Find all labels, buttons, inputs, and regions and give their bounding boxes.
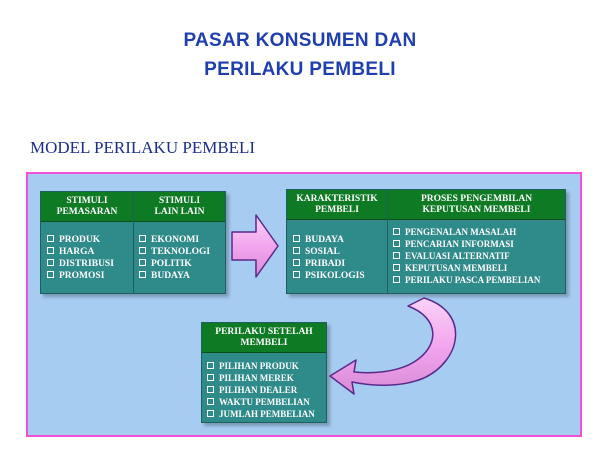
list-item: PENCARIAN INFORMASI [393, 238, 540, 250]
list-item: BUDAYA [293, 234, 365, 246]
list-item: PILIHAN MEREK [207, 372, 315, 384]
list-item: PENGENALAN MASALAH [393, 226, 540, 238]
header-line: PEMBELI [315, 204, 359, 215]
list-item: EKONOMI [139, 234, 210, 246]
right-arrow-icon [232, 215, 278, 277]
header-line: STIMULI [66, 195, 108, 206]
curved-arrow-icon [330, 298, 456, 394]
header-line: KEPUTUSAN MEMBELI [422, 204, 531, 215]
header-line: MEMBELI [240, 337, 288, 348]
list-item: PILIHAN PRODUK [207, 360, 315, 372]
list-item: PERILAKU PASCA PEMBELIAN [393, 274, 540, 286]
list-item: DISTRIBUSI [47, 258, 114, 270]
list-item: TEKNOLOGI [139, 246, 210, 258]
header-line: PROSES PENGEMBILAN [420, 193, 533, 204]
list-item: PRIBADI [293, 258, 365, 270]
list-item: BUDAYA [139, 270, 210, 282]
page-title-line-1: PASAR KONSUMEN DAN [183, 30, 417, 51]
list-item: SOSIAL [293, 246, 365, 258]
list-item: PSIKOLOGIS [293, 270, 365, 282]
section-subtitle: MODEL PERILAKU PEMBELI [30, 138, 256, 157]
header-line: KARAKTERISTIK [296, 193, 378, 204]
page-title-line-2: PERILAKU PEMBELI [204, 59, 396, 80]
list-item: POLITIK [139, 258, 210, 270]
list-item: HARGA [47, 246, 114, 258]
header-line: LAIN LAIN [154, 206, 205, 217]
list-item: JUMLAH PEMBELIAN [207, 408, 315, 420]
list-item: EVALUASI ALTERNATIF [393, 250, 540, 262]
list-item: WAKTU PEMBELIAN [207, 396, 315, 408]
list-item: PROMOSI [47, 270, 114, 282]
list-item: KEPUTUSAN MEMBELI [393, 262, 540, 274]
list-item: PILIHAN DEALER [207, 384, 315, 396]
header-line: STIMULI [158, 195, 201, 206]
header-line: PERILAKU SETELAH [215, 326, 313, 337]
header-line: PEMASARAN [56, 206, 118, 217]
list-item: PRODUK [47, 234, 114, 246]
